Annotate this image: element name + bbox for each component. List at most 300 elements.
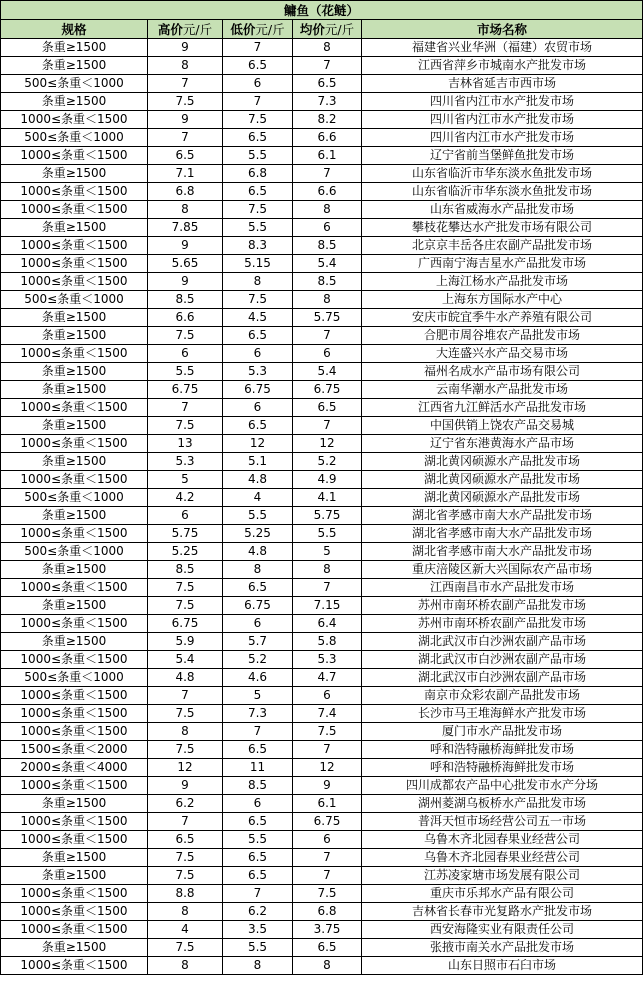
cell-avg: 7 xyxy=(293,741,362,759)
cell-high: 5.9 xyxy=(148,633,223,651)
cell-low: 5.7 xyxy=(223,633,293,651)
table-row xyxy=(1,687,643,705)
table-row xyxy=(1,399,643,417)
cell-high: 5.75 xyxy=(148,525,223,543)
header-avg-unit: 元/斤 xyxy=(324,21,355,37)
cell-market: 西安海隆实业有限责任公司 xyxy=(362,921,643,939)
cell-avg: 6.8 xyxy=(293,903,362,921)
table-row xyxy=(1,723,643,741)
table-row xyxy=(1,507,643,525)
cell-avg: 5 xyxy=(293,543,362,561)
cell-high: 7 xyxy=(148,399,223,417)
cell-spec: 1000≤条重＜1500 xyxy=(1,921,148,939)
cell-low: 5.2 xyxy=(223,651,293,669)
cell-avg: 7 xyxy=(293,579,362,597)
table-row xyxy=(1,435,643,453)
cell-high: 7.5 xyxy=(148,597,223,615)
cell-spec: 条重≥1500 xyxy=(1,633,148,651)
table-row xyxy=(1,273,643,291)
cell-avg: 4.7 xyxy=(293,669,362,687)
cell-low: 8.5 xyxy=(223,777,293,795)
table-row xyxy=(1,957,643,975)
cell-spec: 条重≥1500 xyxy=(1,453,148,471)
cell-spec: 条重≥1500 xyxy=(1,507,148,525)
cell-avg: 7 xyxy=(293,849,362,867)
cell-avg: 8 xyxy=(293,291,362,309)
cell-avg: 6.5 xyxy=(293,399,362,417)
table-row xyxy=(1,183,643,201)
cell-avg: 8 xyxy=(293,39,362,57)
cell-market: 重庆涪陵区新大兴国际农产品市场 xyxy=(362,561,643,579)
cell-market: 张掖市南关水产品批发市场 xyxy=(362,939,643,957)
cell-high: 5 xyxy=(148,471,223,489)
cell-avg: 5.5 xyxy=(293,525,362,543)
cell-avg: 5.4 xyxy=(293,255,362,273)
cell-avg: 8 xyxy=(293,957,362,975)
header-high xyxy=(148,20,223,39)
cell-market: 辽宁省前当堡鲜鱼批发市场 xyxy=(362,147,643,165)
cell-spec: 1000≤条重＜1500 xyxy=(1,885,148,903)
table-row xyxy=(1,471,643,489)
cell-high: 4.8 xyxy=(148,669,223,687)
cell-low: 7 xyxy=(223,723,293,741)
cell-spec: 条重≥1500 xyxy=(1,867,148,885)
cell-spec: 1000≤条重＜1500 xyxy=(1,147,148,165)
cell-high: 6.5 xyxy=(148,147,223,165)
cell-avg: 6 xyxy=(293,219,362,237)
table-row xyxy=(1,597,643,615)
cell-spec: 条重≥1500 xyxy=(1,561,148,579)
cell-avg: 4.1 xyxy=(293,489,362,507)
table-row xyxy=(1,165,643,183)
cell-spec: 1000≤条重＜1500 xyxy=(1,273,148,291)
table-row xyxy=(1,57,643,75)
cell-spec: 1000≤条重＜1500 xyxy=(1,723,148,741)
cell-avg: 6.5 xyxy=(293,939,362,957)
table-row xyxy=(1,579,643,597)
cell-avg: 6.75 xyxy=(293,813,362,831)
cell-low: 6 xyxy=(223,795,293,813)
cell-avg: 8 xyxy=(293,561,362,579)
cell-market: 南京市众彩农副产品批发市场 xyxy=(362,687,643,705)
cell-avg: 7 xyxy=(293,417,362,435)
cell-market: 湖北黄冈硕源水产品批发市场 xyxy=(362,489,643,507)
cell-spec: 1000≤条重＜1500 xyxy=(1,237,148,255)
cell-avg: 6 xyxy=(293,345,362,363)
cell-high: 12 xyxy=(148,759,223,777)
cell-spec: 1000≤条重＜1500 xyxy=(1,957,148,975)
table-header-row xyxy=(1,20,643,39)
cell-market: 湖北武汉市白沙洲农副产品市场 xyxy=(362,633,643,651)
cell-avg: 6.1 xyxy=(293,795,362,813)
cell-market: 福建省兴业华洲（福建）农贸市场 xyxy=(362,39,643,57)
cell-low: 5.25 xyxy=(223,525,293,543)
table-row xyxy=(1,417,643,435)
table-row xyxy=(1,705,643,723)
table-row xyxy=(1,741,643,759)
cell-avg: 6.6 xyxy=(293,129,362,147)
cell-market: 湖北省孝感市南大水产品批发市场 xyxy=(362,525,643,543)
cell-spec: 1000≤条重＜1500 xyxy=(1,525,148,543)
cell-avg: 5.2 xyxy=(293,453,362,471)
cell-market: 江西省九江鲜活水产品批发市场 xyxy=(362,399,643,417)
cell-low: 6.2 xyxy=(223,903,293,921)
cell-spec: 1000≤条重＜1500 xyxy=(1,471,148,489)
cell-high: 7.1 xyxy=(148,165,223,183)
cell-avg: 7 xyxy=(293,327,362,345)
cell-spec: 1000≤条重＜1500 xyxy=(1,615,148,633)
table-row xyxy=(1,147,643,165)
cell-market: 普洱天恒市场经营公司五一市场 xyxy=(362,813,643,831)
cell-market: 安庆市皖宜季牛水产养殖有限公司 xyxy=(362,309,643,327)
cell-avg: 12 xyxy=(293,435,362,453)
cell-market: 辽宁省东港黄海水产品市场 xyxy=(362,435,643,453)
cell-low: 11 xyxy=(223,759,293,777)
cell-high: 6.6 xyxy=(148,309,223,327)
cell-low: 4.6 xyxy=(223,669,293,687)
cell-high: 7 xyxy=(148,687,223,705)
cell-avg: 5.4 xyxy=(293,363,362,381)
table-row xyxy=(1,759,643,777)
cell-high: 7.5 xyxy=(148,867,223,885)
cell-market: 广西南宁海吉星水产品批发市场 xyxy=(362,255,643,273)
table-row xyxy=(1,849,643,867)
table-row xyxy=(1,309,643,327)
cell-spec: 1000≤条重＜1500 xyxy=(1,345,148,363)
table-row xyxy=(1,345,643,363)
cell-avg: 3.75 xyxy=(293,921,362,939)
cell-low: 7 xyxy=(223,93,293,111)
cell-high: 9 xyxy=(148,777,223,795)
cell-spec: 条重≥1500 xyxy=(1,417,148,435)
cell-spec: 条重≥1500 xyxy=(1,849,148,867)
cell-market: 山东日照市石臼市场 xyxy=(362,957,643,975)
cell-low: 6.5 xyxy=(223,849,293,867)
cell-spec: 条重≥1500 xyxy=(1,309,148,327)
cell-spec: 条重≥1500 xyxy=(1,165,148,183)
cell-market: 山东省临沂市华东淡水鱼批发市场 xyxy=(362,165,643,183)
header-high-label: 高价 xyxy=(157,21,183,37)
cell-market: 福州名成水产品市场有限公司 xyxy=(362,363,643,381)
cell-spec: 1000≤条重＜1500 xyxy=(1,687,148,705)
cell-avg: 4.9 xyxy=(293,471,362,489)
table-row xyxy=(1,237,643,255)
cell-low: 7.5 xyxy=(223,111,293,129)
cell-low: 3.5 xyxy=(223,921,293,939)
cell-spec: 1000≤条重＜1500 xyxy=(1,651,148,669)
cell-spec: 1000≤条重＜1500 xyxy=(1,579,148,597)
cell-low: 6.5 xyxy=(223,741,293,759)
cell-market: 合肥市周谷堆农产品批发市场 xyxy=(362,327,643,345)
cell-low: 7.5 xyxy=(223,201,293,219)
cell-market: 上海东方国际水产中心 xyxy=(362,291,643,309)
cell-high: 6 xyxy=(148,507,223,525)
header-avg xyxy=(293,20,362,39)
cell-market: 四川省内江市水产批发市场 xyxy=(362,129,643,147)
cell-spec: 1000≤条重＜1500 xyxy=(1,399,148,417)
cell-high: 4.2 xyxy=(148,489,223,507)
cell-high: 9 xyxy=(148,273,223,291)
cell-low: 12 xyxy=(223,435,293,453)
cell-low: 5.5 xyxy=(223,939,293,957)
cell-spec: 条重≥1500 xyxy=(1,939,148,957)
cell-avg: 6 xyxy=(293,687,362,705)
cell-low: 5.15 xyxy=(223,255,293,273)
header-avg-label: 均价 xyxy=(299,21,325,37)
cell-high: 5.3 xyxy=(148,453,223,471)
cell-low: 7 xyxy=(223,885,293,903)
cell-high: 5.5 xyxy=(148,363,223,381)
cell-spec: 500≤条重＜1000 xyxy=(1,75,148,93)
cell-high: 6.75 xyxy=(148,381,223,399)
table-row xyxy=(1,93,643,111)
cell-spec: 1000≤条重＜1500 xyxy=(1,435,148,453)
cell-low: 5.1 xyxy=(223,453,293,471)
cell-spec: 条重≥1500 xyxy=(1,57,148,75)
cell-market: 攀枝花攀达水产批发市场有限公司 xyxy=(362,219,643,237)
cell-market: 湖北省孝感市南大水产品批发市场 xyxy=(362,543,643,561)
cell-high: 7.5 xyxy=(148,579,223,597)
cell-high: 6.75 xyxy=(148,615,223,633)
cell-high: 7 xyxy=(148,813,223,831)
cell-high: 7.5 xyxy=(148,741,223,759)
cell-high: 7.5 xyxy=(148,705,223,723)
cell-market: 重庆市乐邦水产品有限公司 xyxy=(362,885,643,903)
cell-avg: 7.4 xyxy=(293,705,362,723)
table-row xyxy=(1,867,643,885)
cell-high: 7.5 xyxy=(148,327,223,345)
cell-high: 7.5 xyxy=(148,939,223,957)
cell-spec: 条重≥1500 xyxy=(1,363,148,381)
cell-market: 呼和浩特融桥海鲜批发市场 xyxy=(362,759,643,777)
cell-low: 7.5 xyxy=(223,291,293,309)
cell-high: 6.8 xyxy=(148,183,223,201)
table-row xyxy=(1,939,643,957)
cell-spec: 条重≥1500 xyxy=(1,597,148,615)
table-row xyxy=(1,903,643,921)
cell-high: 8 xyxy=(148,957,223,975)
cell-low: 5.3 xyxy=(223,363,293,381)
cell-high: 9 xyxy=(148,39,223,57)
cell-avg: 8 xyxy=(293,201,362,219)
cell-avg: 6.5 xyxy=(293,75,362,93)
table-row xyxy=(1,129,643,147)
cell-high: 8 xyxy=(148,723,223,741)
cell-high: 6.2 xyxy=(148,795,223,813)
table-row xyxy=(1,489,643,507)
cell-high: 7.5 xyxy=(148,93,223,111)
cell-spec: 1000≤条重＜1500 xyxy=(1,183,148,201)
cell-avg: 6.4 xyxy=(293,615,362,633)
cell-low: 6.75 xyxy=(223,381,293,399)
cell-spec: 条重≥1500 xyxy=(1,39,148,57)
cell-spec: 500≤条重＜1000 xyxy=(1,543,148,561)
cell-avg: 6.6 xyxy=(293,183,362,201)
cell-market: 乌鲁木齐北园春果业经营公司 xyxy=(362,831,643,849)
cell-low: 6.5 xyxy=(223,327,293,345)
cell-low: 6.5 xyxy=(223,57,293,75)
table-row xyxy=(1,633,643,651)
table-row xyxy=(1,669,643,687)
cell-spec: 500≤条重＜1000 xyxy=(1,129,148,147)
cell-spec: 500≤条重＜1000 xyxy=(1,489,148,507)
cell-market: 中国供销上饶农产品交易城 xyxy=(362,417,643,435)
table-row xyxy=(1,795,643,813)
cell-low: 6.5 xyxy=(223,867,293,885)
cell-market: 江西省萍乡市城南水产批发市场 xyxy=(362,57,643,75)
cell-market: 上海江杨水产品批发市场 xyxy=(362,273,643,291)
cell-avg: 5.8 xyxy=(293,633,362,651)
cell-spec: 条重≥1500 xyxy=(1,381,148,399)
cell-market: 湖北武汉市白沙洲农副产品市场 xyxy=(362,669,643,687)
cell-low: 6.75 xyxy=(223,597,293,615)
cell-avg: 5.75 xyxy=(293,507,362,525)
cell-market: 湖北黄冈硕源水产品批发市场 xyxy=(362,471,643,489)
cell-avg: 12 xyxy=(293,759,362,777)
cell-spec: 1000≤条重＜1500 xyxy=(1,777,148,795)
cell-high: 9 xyxy=(148,111,223,129)
table-row xyxy=(1,111,643,129)
cell-spec: 条重≥1500 xyxy=(1,327,148,345)
cell-market: 大连盛兴水产品交易市场 xyxy=(362,345,643,363)
cell-low: 6.5 xyxy=(223,579,293,597)
cell-avg: 9 xyxy=(293,777,362,795)
cell-high: 7 xyxy=(148,75,223,93)
cell-low: 4 xyxy=(223,489,293,507)
cell-market: 厦门市水产品批发市场 xyxy=(362,723,643,741)
cell-market: 吉林省长春市光复路水产批发市场 xyxy=(362,903,643,921)
table-row xyxy=(1,543,643,561)
cell-low: 5 xyxy=(223,687,293,705)
table-title: 鳙鱼（花鲢） xyxy=(1,1,643,20)
table-row xyxy=(1,651,643,669)
table-row xyxy=(1,255,643,273)
cell-market: 湖北黄冈硕源水产品批发市场 xyxy=(362,453,643,471)
cell-low: 4.8 xyxy=(223,471,293,489)
cell-low: 6 xyxy=(223,75,293,93)
cell-high: 8.5 xyxy=(148,561,223,579)
cell-avg: 7.3 xyxy=(293,93,362,111)
cell-spec: 1000≤条重＜1500 xyxy=(1,111,148,129)
cell-spec: 条重≥1500 xyxy=(1,795,148,813)
cell-high: 13 xyxy=(148,435,223,453)
cell-avg: 7 xyxy=(293,57,362,75)
cell-avg: 8.2 xyxy=(293,111,362,129)
table-row xyxy=(1,363,643,381)
cell-high: 9 xyxy=(148,237,223,255)
cell-avg: 7.15 xyxy=(293,597,362,615)
cell-high: 7.85 xyxy=(148,219,223,237)
cell-spec: 1000≤条重＜1500 xyxy=(1,903,148,921)
cell-market: 吉林省延吉市西市场 xyxy=(362,75,643,93)
cell-market: 苏州市南环桥农副产品批发市场 xyxy=(362,615,643,633)
cell-market: 湖北武汉市白沙洲农副产品市场 xyxy=(362,651,643,669)
cell-high: 8.5 xyxy=(148,291,223,309)
header-low-label: 低价 xyxy=(230,21,256,37)
cell-high: 8 xyxy=(148,201,223,219)
cell-market: 江苏凌家塘市场发展有限公司 xyxy=(362,867,643,885)
cell-high: 5.65 xyxy=(148,255,223,273)
table-row xyxy=(1,921,643,939)
cell-high: 5.4 xyxy=(148,651,223,669)
table-row xyxy=(1,291,643,309)
cell-market: 四川省内江市水产批发市场 xyxy=(362,93,643,111)
cell-low: 5.5 xyxy=(223,147,293,165)
cell-spec: 1000≤条重＜1500 xyxy=(1,255,148,273)
cell-spec: 1000≤条重＜1500 xyxy=(1,201,148,219)
table-row xyxy=(1,327,643,345)
cell-low: 6.5 xyxy=(223,183,293,201)
cell-low: 8 xyxy=(223,957,293,975)
cell-spec: 1000≤条重＜1500 xyxy=(1,831,148,849)
header-high-unit: 元/斤 xyxy=(182,21,213,37)
cell-low: 5.5 xyxy=(223,219,293,237)
cell-market: 乌鲁木齐北园春果业经营公司 xyxy=(362,849,643,867)
cell-low: 5.5 xyxy=(223,831,293,849)
cell-spec: 1000≤条重＜1500 xyxy=(1,705,148,723)
cell-high: 6.5 xyxy=(148,831,223,849)
header-low xyxy=(223,20,293,39)
table-row xyxy=(1,831,643,849)
cell-avg: 7 xyxy=(293,867,362,885)
cell-spec: 2000≤条重＜4000 xyxy=(1,759,148,777)
cell-market: 长沙市马王堆海鲜水产批发市场 xyxy=(362,705,643,723)
cell-avg: 6.75 xyxy=(293,381,362,399)
cell-market: 山东省临沂市华东淡水鱼批发市场 xyxy=(362,183,643,201)
cell-low: 4.5 xyxy=(223,309,293,327)
header-spec: 规格 xyxy=(1,20,148,39)
cell-avg: 7.5 xyxy=(293,885,362,903)
cell-low: 6.5 xyxy=(223,129,293,147)
table-row xyxy=(1,525,643,543)
cell-avg: 6 xyxy=(293,831,362,849)
cell-avg: 7 xyxy=(293,165,362,183)
cell-low: 7.3 xyxy=(223,705,293,723)
cell-market: 北京京丰岳各庄农副产品批发市场 xyxy=(362,237,643,255)
header-low-unit: 元/斤 xyxy=(255,21,285,37)
cell-avg: 5.3 xyxy=(293,651,362,669)
cell-market: 山东省威海水产品批发市场 xyxy=(362,201,643,219)
table-row xyxy=(1,219,643,237)
cell-low: 6.5 xyxy=(223,813,293,831)
cell-high: 8 xyxy=(148,57,223,75)
cell-avg: 8.5 xyxy=(293,237,362,255)
cell-high: 7.5 xyxy=(148,849,223,867)
table-row xyxy=(1,39,643,57)
cell-spec: 500≤条重＜1000 xyxy=(1,669,148,687)
table-row xyxy=(1,561,643,579)
cell-low: 8 xyxy=(223,273,293,291)
cell-low: 8.3 xyxy=(223,237,293,255)
cell-low: 5.5 xyxy=(223,507,293,525)
cell-market: 湖州菱湖乌板桥水产品批发市场 xyxy=(362,795,643,813)
cell-spec: 条重≥1500 xyxy=(1,219,148,237)
cell-high: 5.25 xyxy=(148,543,223,561)
cell-low: 8 xyxy=(223,561,293,579)
cell-market: 呼和浩特融桥海鲜批发市场 xyxy=(362,741,643,759)
cell-low: 6 xyxy=(223,615,293,633)
cell-low: 6.8 xyxy=(223,165,293,183)
cell-spec: 1000≤条重＜1500 xyxy=(1,813,148,831)
table-row xyxy=(1,201,643,219)
cell-avg: 8.5 xyxy=(293,273,362,291)
cell-low: 6 xyxy=(223,345,293,363)
cell-high: 6 xyxy=(148,345,223,363)
cell-market: 江西南昌市水产品批发市场 xyxy=(362,579,643,597)
table-row xyxy=(1,813,643,831)
table-row xyxy=(1,777,643,795)
cell-high: 8 xyxy=(148,903,223,921)
